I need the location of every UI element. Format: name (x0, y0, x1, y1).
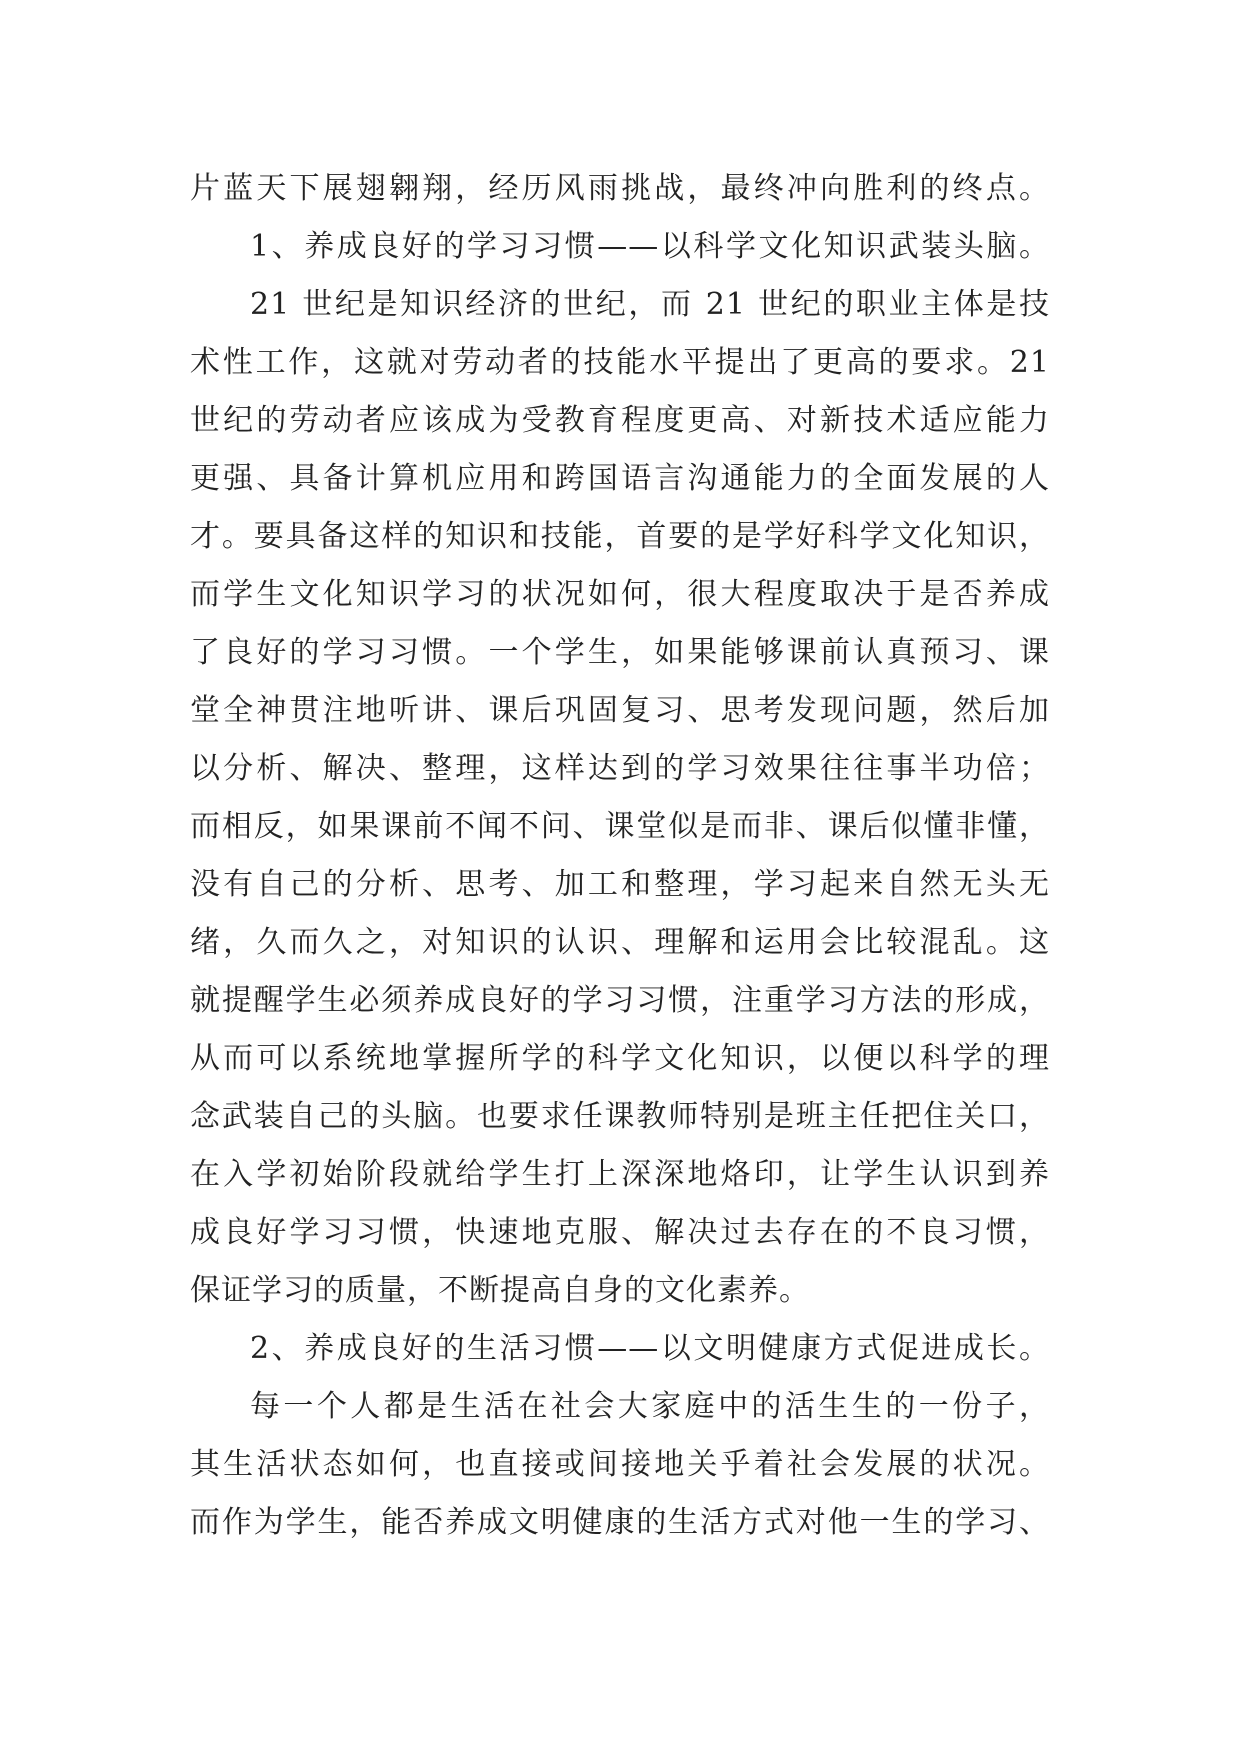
paragraph-line: 绪，久而久之，对知识的认识、理解和运用会比较混乱。这 (190, 925, 1050, 960)
paragraph-line: 才。要具备这样的知识和技能，首要的是学好科学文化知识， (190, 519, 1050, 554)
paragraph-line: 其生活状态如何，也直接或间接地关乎着社会发展的状况。 (190, 1447, 1050, 1482)
paragraph-line: 更强、具备计算机应用和跨国语言沟通能力的全面发展的人 (190, 461, 1050, 496)
paragraph-line: 每一个人都是生活在社会大家庭中的活生生的一份子， (250, 1389, 1050, 1424)
paragraph-line: 世纪的劳动者应该成为受教育程度更高、对新技术适应能力 (190, 403, 1050, 438)
paragraph-line: 以分析、解决、整理，这样达到的学习效果往往事半功倍； (190, 751, 1050, 786)
paragraph-line: 术性工作，这就对劳动者的技能水平提出了更高的要求。21 (190, 345, 1050, 380)
paragraph-line: 而学生文化知识学习的状况如何，很大程度取决于是否养成 (190, 577, 1050, 612)
paragraph-line: 从而可以系统地掌握所学的科学文化知识，以便以科学的理 (190, 1041, 1050, 1076)
paragraph-line: 21 世纪是知识经济的世纪，而 21 世纪的职业主体是技 (250, 287, 1050, 322)
paragraph-line: 而作为学生，能否养成文明健康的生活方式对他一生的学习、 (190, 1505, 1050, 1540)
paragraph-line: 保证学习的质量，不断提高自身的文化素养。 (190, 1273, 810, 1308)
section-heading-living-habits: 2、养成良好的生活习惯——以文明健康方式促进成长。 (250, 1331, 1050, 1366)
paragraph-line: 没有自己的分析、思考、加工和整理，学习起来自然无头无 (190, 867, 1050, 902)
document-body (190, 160, 1050, 1552)
section-heading-study-habits: 1、养成良好的学习习惯——以科学文化知识武装头脑。 (250, 229, 1050, 264)
paragraph-line: 成良好学习习惯，快速地克服、解决过去存在的不良习惯， (190, 1215, 1050, 1250)
paragraph-line: 就提醒学生必须养成良好的学习习惯，注重学习方法的形成， (190, 983, 1050, 1018)
paragraph-line: 念武装自己的头脑。也要求任课教师特别是班主任把住关口， (190, 1099, 1050, 1134)
paragraph-line: 片蓝天下展翅翱翔，经历风雨挑战，最终冲向胜利的终点。 (190, 171, 1050, 206)
paragraph-line: 在入学初始阶段就给学生打上深深地烙印，让学生认识到养 (190, 1157, 1050, 1192)
paragraph-line: 而相反，如果课前不闻不问、课堂似是而非、课后似懂非懂， (190, 809, 1050, 844)
paragraph-line: 了良好的学习习惯。一个学生，如果能够课前认真预习、课 (190, 635, 1050, 670)
paragraph-line: 堂全神贯注地听讲、课后巩固复习、思考发现问题，然后加 (190, 693, 1050, 728)
